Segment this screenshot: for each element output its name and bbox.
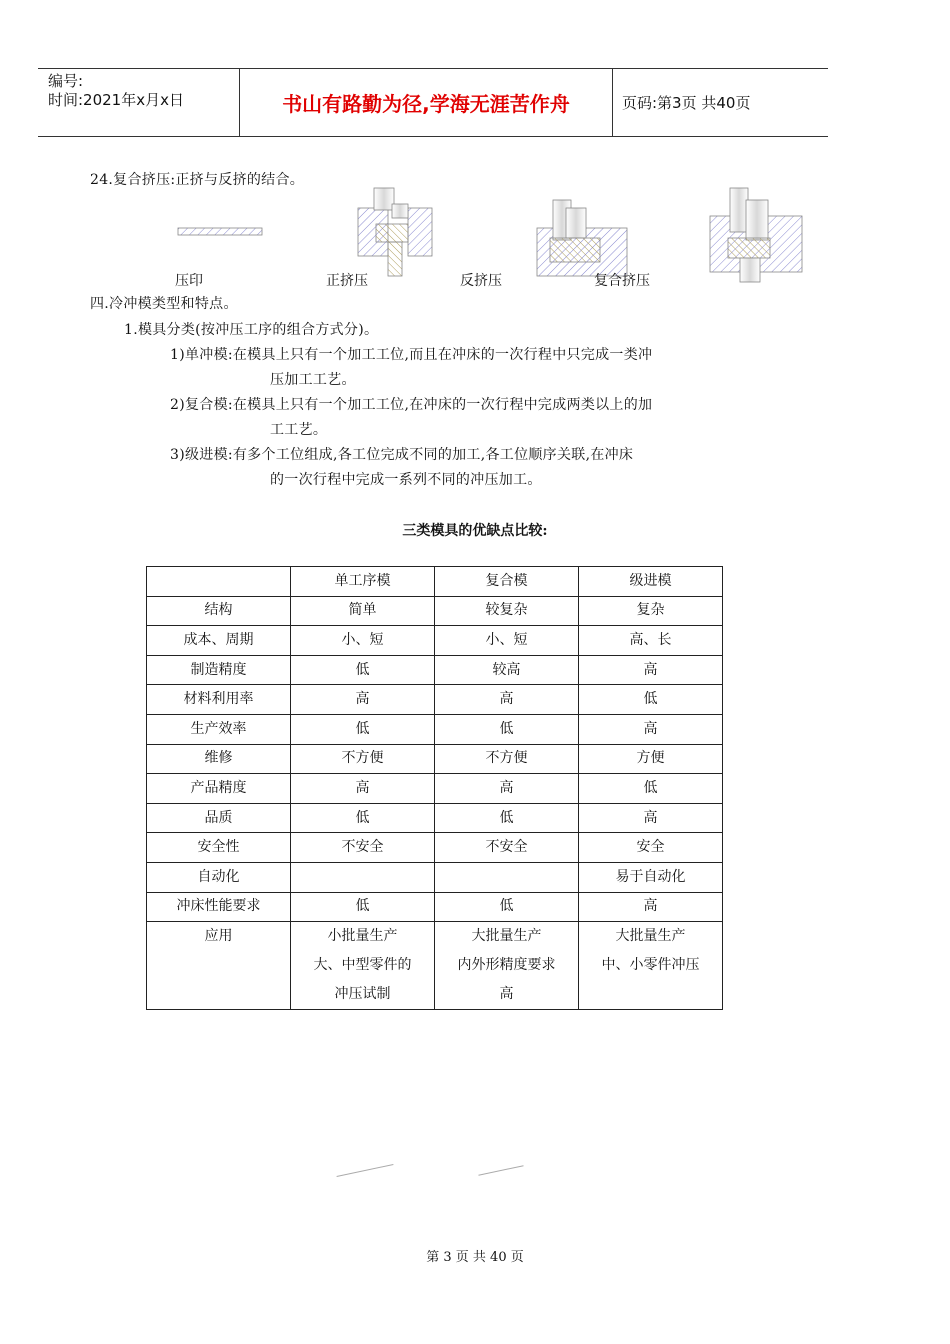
page-footer: 第 3 页 共 40 页: [426, 1250, 524, 1265]
forward-extrusion-diagram: [358, 188, 432, 276]
table-cell: [291, 862, 435, 892]
table-cell: 低: [435, 803, 579, 833]
table-cell: 高: [435, 685, 579, 715]
item-1-line1: 1)单冲模:在模具上只有一个加工工位,而且在冲床的一次行程中只完成一类冲: [170, 347, 653, 363]
cell-line: 大、中型零件的: [313, 957, 412, 974]
table-cell: 高: [291, 774, 435, 804]
section-4-heading: 四.冷冲模类型和特点。: [90, 296, 238, 312]
header-left: [48, 72, 184, 139]
table-cell: 不安全: [291, 833, 435, 863]
page-label: 页码:第3页 共40页: [622, 94, 751, 112]
compound-extrusion-diagram: [710, 188, 802, 282]
table-row: [147, 774, 723, 804]
item-2-line1: 2)复合模:在模具上只有一个加工工位,在冲床的一次行程中完成两类以上的加: [170, 397, 653, 413]
table-cell: 不方便: [435, 744, 579, 774]
row-label: 安全性: [147, 833, 291, 863]
table-row: [147, 833, 723, 863]
motto: 书山有路勤为径,学海无涯苦作舟: [282, 92, 570, 116]
row-label: 材料利用率: [147, 685, 291, 715]
table-caption: 三类模具的优缺点比较:: [402, 523, 548, 539]
table-cell: 不方便: [291, 744, 435, 774]
figure-label-backward: 反挤压: [460, 273, 502, 289]
table-cell: 低: [291, 714, 435, 744]
row-label: 维修: [147, 744, 291, 774]
table-header-cell: 级进模: [579, 567, 723, 597]
cell-line: 冲压试制: [334, 986, 391, 1003]
table-cell: 简单: [291, 596, 435, 626]
table-cell: 高、长: [579, 626, 723, 656]
table-cell: 小、短: [435, 626, 579, 656]
table-row: [147, 655, 723, 685]
figure-label-coining: 压印: [175, 273, 203, 289]
figure-label-forward: 正挤压: [326, 273, 368, 289]
table-row: [147, 596, 723, 626]
backward-extrusion-diagram: [537, 200, 627, 276]
row-label: 自动化: [147, 862, 291, 892]
header-divider: [612, 69, 613, 136]
table-cell: 易于自动化: [579, 862, 723, 892]
table-cell: [435, 922, 579, 1010]
item-1-line2: 压加工工艺。: [270, 372, 356, 388]
item-3-line1: 3)级进模:有多个工位组成,各工位完成不同的加工,各工位顺序关联,在冲床: [170, 447, 634, 463]
table-row-application: [147, 922, 723, 1010]
row-label: 生产效率: [147, 714, 291, 744]
subsection-1-heading: 1.模具分类(按冲压工序的组合方式分)。: [124, 322, 379, 338]
cell-line: 大批量生产: [471, 928, 542, 945]
table-header-cell: 单工序模: [291, 567, 435, 597]
table-row: [147, 626, 723, 656]
table-cell: 低: [291, 892, 435, 922]
cell-line: 小批量生产: [327, 928, 398, 945]
item-3-line2: 的一次行程中完成一系列不同的冲压加工。: [270, 472, 542, 488]
comparison-table: [146, 566, 723, 1010]
table-cell: 复杂: [579, 596, 723, 626]
time-label: 时间:2021年x月x日: [48, 91, 184, 109]
table-row: [147, 892, 723, 922]
cell-line: 大批量生产: [615, 928, 686, 945]
table-row: [147, 862, 723, 892]
item-2-line2: 工工艺。: [270, 422, 328, 438]
table-cell: 高: [435, 774, 579, 804]
table-cell: 高: [579, 655, 723, 685]
row-label: 应用: [147, 922, 291, 1010]
number-label: 编号:: [48, 72, 84, 90]
table-cell: 方便: [579, 744, 723, 774]
table-row: [147, 685, 723, 715]
decorative-stroke: [478, 1165, 523, 1176]
table-cell: 低: [435, 714, 579, 744]
table-cell: 安全: [579, 833, 723, 863]
figure-label-compound: 复合挤压: [594, 273, 650, 289]
decorative-stroke: [337, 1164, 394, 1177]
table-cell: 低: [291, 803, 435, 833]
cell-line: 高: [499, 986, 514, 1003]
row-label: 结构: [147, 596, 291, 626]
table-row: [147, 803, 723, 833]
table-cell: [291, 922, 435, 1010]
table-cell: 高: [579, 892, 723, 922]
cell-line: 中、小零件冲压: [601, 957, 700, 974]
table-cell: 低: [291, 655, 435, 685]
table-cell: 低: [579, 774, 723, 804]
coining-diagram: [178, 228, 262, 235]
table-cell: [579, 922, 723, 1010]
table-cell: 高: [291, 685, 435, 715]
table-cell: 低: [435, 892, 579, 922]
table-cell: 较高: [435, 655, 579, 685]
table-cell: 较复杂: [435, 596, 579, 626]
table-row: [147, 714, 723, 744]
row-label: 成本、周期: [147, 626, 291, 656]
section-24-text: 24.复合挤压:正挤与反挤的结合。: [90, 172, 305, 188]
table-cell: 小、短: [291, 626, 435, 656]
row-label: 制造精度: [147, 655, 291, 685]
table-header-row: [147, 567, 723, 597]
row-label: 品质: [147, 803, 291, 833]
table-cell: [435, 862, 579, 892]
table-cell: 低: [579, 685, 723, 715]
table-row: [147, 744, 723, 774]
page-header: [38, 68, 828, 137]
table-header-cell: [147, 567, 291, 597]
table-cell: 高: [579, 714, 723, 744]
table-cell: 不安全: [435, 833, 579, 863]
cell-line: 内外形精度要求: [457, 957, 556, 974]
table-cell: 高: [579, 803, 723, 833]
row-label: 冲床性能要求: [147, 892, 291, 922]
row-label: 产品精度: [147, 774, 291, 804]
table-header-cell: 复合模: [435, 567, 579, 597]
